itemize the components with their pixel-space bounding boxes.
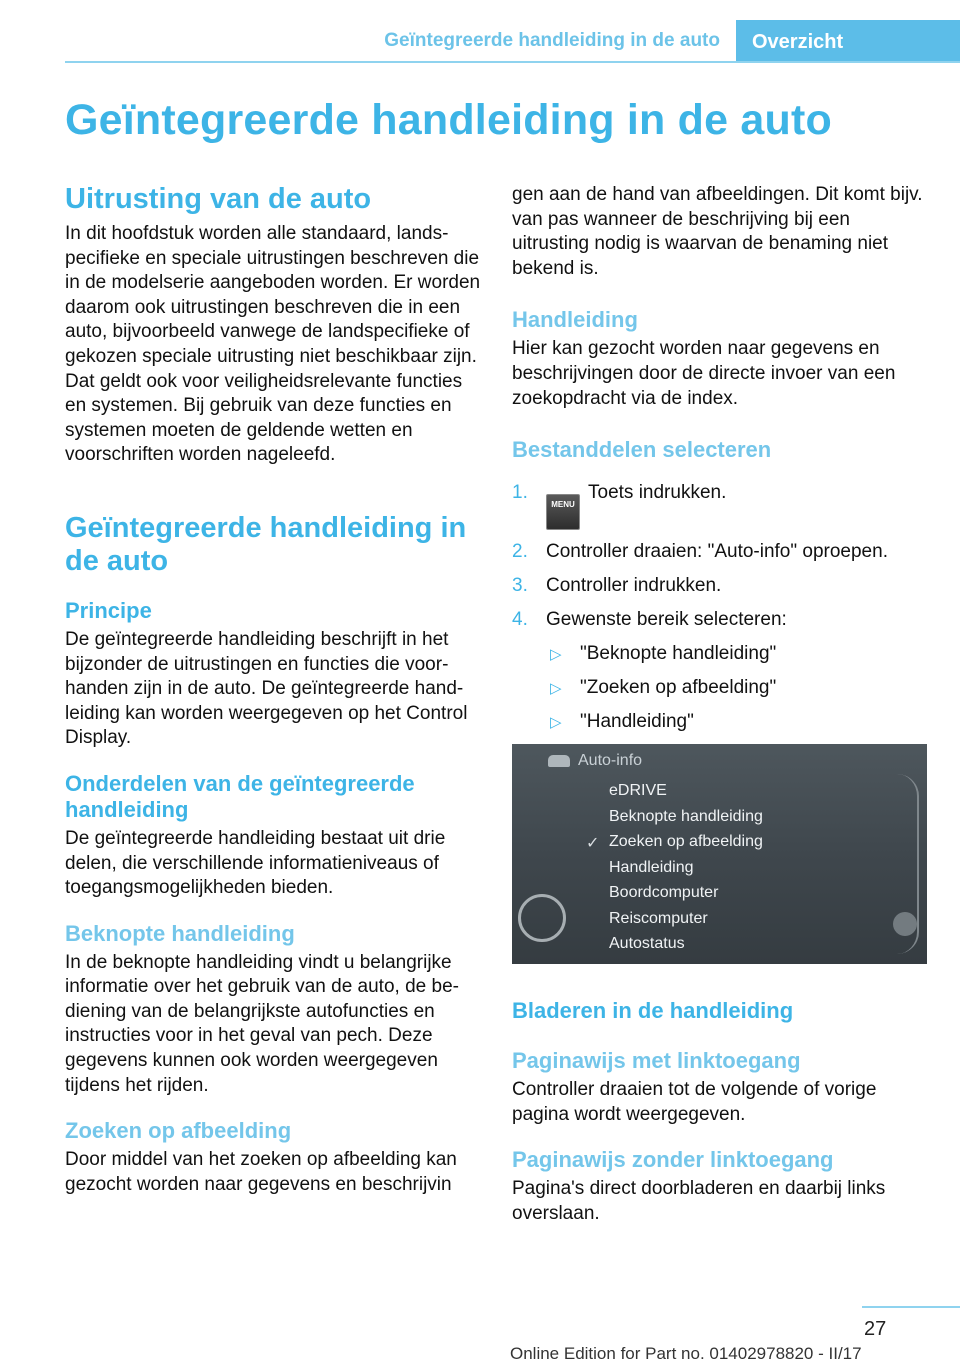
image-search-text: Door middel van het zoeken op afbeelding kan gezocht worden naar gegevens en beschrijvin	[65, 1149, 457, 1195]
option-text: "Handleiding"	[580, 711, 694, 733]
option-text: "Zoeken op afbeelding"	[580, 677, 777, 699]
image-search-heading: Zoeken op afbeelding	[65, 1118, 292, 1144]
equipment-heading: Uitrusting van de auto	[65, 183, 372, 215]
step-2	[512, 540, 930, 564]
without-link-heading: Paginawijs zonder linktoegang	[512, 1147, 834, 1173]
page-number: 27	[864, 1318, 887, 1340]
step-1	[512, 481, 930, 530]
parts-heading: Onderdelen van de geïntegreerde handleiding	[65, 770, 415, 822]
footer-rule	[862, 1306, 960, 1308]
short-manual-heading: Beknopte handleiding	[65, 920, 295, 946]
equipment-text: In dit hoofdstuk worden alle standaard, landspecifieke en speciale uitrustingen beschreven die in de modelserie aangeboden worden. Er worden daarom ook uitrustingen beschreven die in een auto, bijvoorbeeld vanwege de landspecifieke of gekozen speciale uitrusting niet beschikbaar zijn. Dat geldt ook voor veiligheidsrelevante functies en systemen. Bij gebruik van deze functies en systemen moeten de geldende wetten en voorschriften worden nageleefd.	[65, 223, 481, 466]
option-item	[512, 710, 930, 734]
manual-heading: Geïntegreerde handleiding in de auto	[65, 511, 467, 577]
menu-key-icon: MENU	[546, 494, 580, 530]
auto-info-screen	[512, 744, 927, 964]
parts-text: De geïntegreerde handleiding bestaat uit drie delen, die verschillende informatieniveaus of toegangsmogelijkheden bieden.	[65, 827, 446, 899]
option-text: "Beknopte handleiding"	[580, 643, 777, 665]
screen-menu-item: Autostatus	[609, 935, 685, 953]
checkmark-icon: ✓	[586, 835, 600, 853]
right-column	[512, 183, 930, 1227]
triangle-bullet-icon: ▷	[550, 646, 562, 664]
triangle-bullet-icon: ▷	[550, 680, 562, 698]
car-status-icon	[893, 912, 917, 936]
edition-footer: Online Edition for Part no. 01402978820 - II/17	[510, 1344, 862, 1363]
screen-menu-item: Handleiding	[609, 859, 694, 877]
chapter-tab: Overzicht	[736, 20, 960, 63]
principle-text: De geïntegreerde handleiding beschrijft in het bijzonder de uitrustingen en functies die voorhanden zijn in de auto. De geïntegreerde handleiding kan worden weergegeven op het Control Display.	[65, 628, 468, 749]
step-3	[512, 574, 930, 598]
step-number: 1.	[512, 482, 528, 504]
with-link-text: Controller draaien tot de volgende of vorige pagina wordt weergegeven.	[512, 1079, 877, 1125]
principle-heading: Principe	[65, 597, 152, 623]
option-item	[512, 676, 930, 700]
with-link-heading: Paginawijs met linktoegang	[512, 1048, 801, 1074]
step-4	[512, 608, 930, 632]
steps-list	[512, 481, 930, 632]
screen-menu-item: Beknopte handleiding	[609, 808, 763, 826]
without-link-text: Pagina's direct doorbladeren en daarbij links overslaan.	[512, 1178, 886, 1224]
area-options-list	[512, 642, 930, 734]
left-column	[65, 183, 485, 1197]
step-text: Controller draaien: "Auto-info" oproepen.	[546, 541, 888, 563]
screen-menu-item: Boordcomputer	[609, 884, 719, 902]
browse-heading: Bladeren in de handleiding	[512, 998, 794, 1024]
controller-knob-icon	[518, 894, 566, 942]
page-title: Geïntegreerde handleiding in de auto	[65, 96, 832, 144]
short-manual-text: In de beknopte handleiding vindt u belangrijke informatie over het gebruik van de auto, de bediening van de belangrijkste autofuncties en instructies voor in het geval van pech. Deze gegevens kunnen ook worden weergegeven tijdens het rijden.	[65, 951, 459, 1096]
step-text: Gewenste bereik selecteren:	[546, 609, 787, 631]
header-rule	[65, 61, 960, 63]
step-text: Toets indrukken.	[588, 482, 727, 504]
continued-text: gen aan de hand van afbeeldingen. Dit komt bijv. van pas wanneer de beschrijving bij een uitrusting nodig is waarvan de benaming niet bekend is.	[512, 184, 923, 279]
handleiding-text: Hier kan gezocht worden naar gegevens en beschrijvingen door de directe invoer van een zoekopdracht via de index.	[512, 338, 896, 409]
screen-title: Auto-info	[578, 752, 643, 770]
step-number: 4.	[512, 609, 528, 631]
triangle-bullet-icon: ▷	[550, 714, 562, 732]
step-text: Controller indrukken.	[546, 575, 722, 597]
option-item	[512, 642, 930, 666]
car-icon	[548, 755, 570, 767]
screen-menu-item: eDRIVE	[609, 782, 667, 800]
step-number: 2.	[512, 541, 528, 563]
screen-menu-item: Reiscomputer	[609, 910, 708, 928]
step-number: 3.	[512, 575, 528, 597]
select-heading: Bestanddelen selecteren	[512, 437, 772, 463]
section-header: Geïntegreerde handleiding in de auto	[384, 30, 720, 51]
screen-menu-item: Zoeken op afbeelding	[609, 833, 763, 851]
handleiding-heading: Handleiding	[512, 307, 638, 333]
